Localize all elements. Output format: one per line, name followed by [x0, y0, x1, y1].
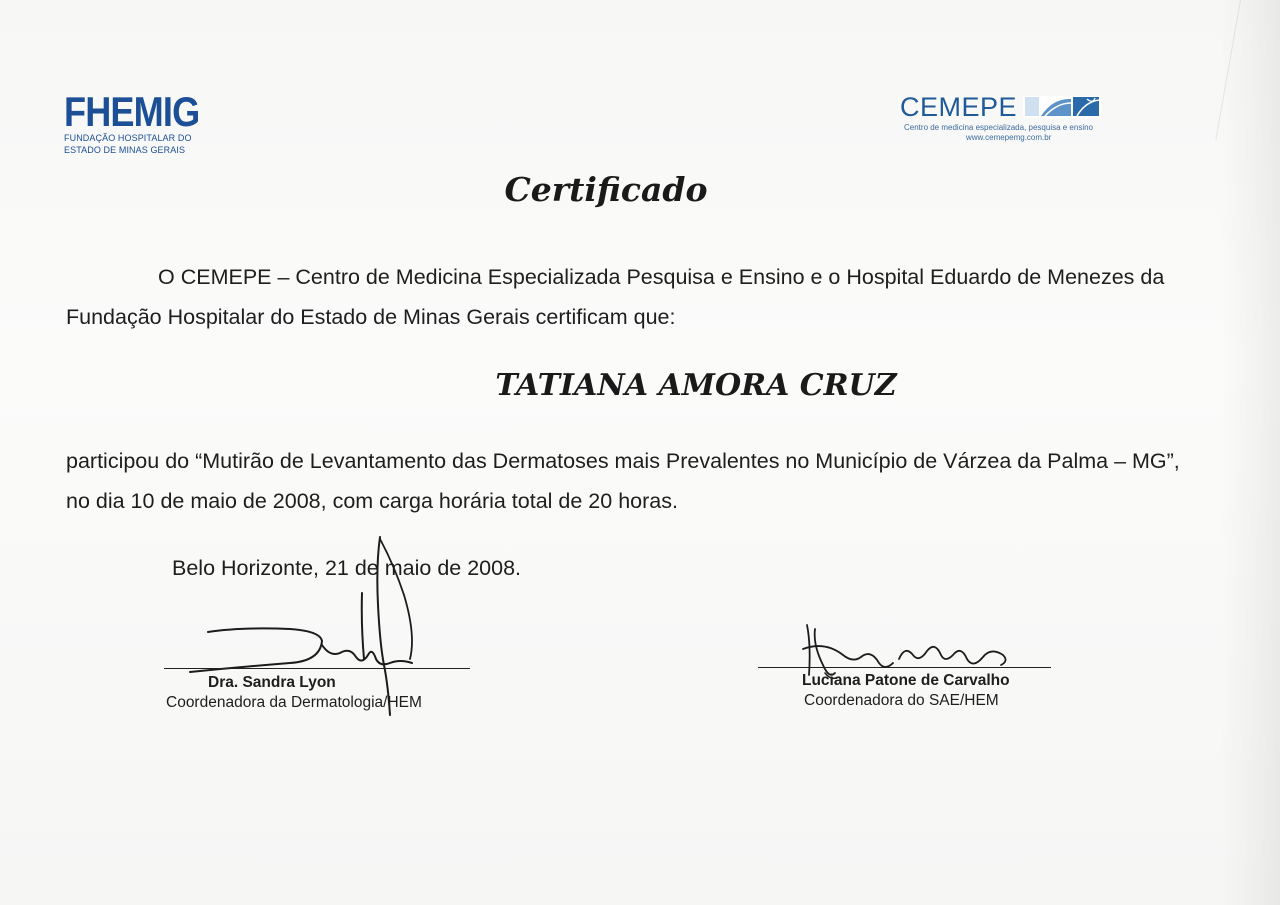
signature-line-left [164, 668, 470, 669]
fhemig-logo-subtitle-2: ESTADO DE MINAS GERAIS [64, 145, 186, 155]
certificate-body-paragraph: participou do “Mutirão de Levantamento das Dermatoses mais Prevalentes no Município de Várzea da Palma – MG”, no dia 10 de maio de 2008, com carga horária total de 20 horas. [66, 449, 1180, 513]
signatory-name-right: Luciana Patone de Carvalho [802, 672, 1010, 689]
certificate-intro-paragraph: O CEMEPE – Centro de Medicina Especializada Pesquisa e Ensino e o Hospital Eduardo de Menezes da Fundação Hospitalar do Estado de Minas Gerais certificam que: [66, 265, 1165, 329]
cemepe-logo-url: www.cemepemg.com.br [966, 133, 1052, 142]
fhemig-logo-subtitle-1: FUNDAÇÃO HOSPITALAR DO [64, 133, 192, 143]
fhemig-logo-word: FHEMIG [64, 88, 200, 135]
fhemig-logo [64, 88, 214, 155]
signatory-role-right: Coordenadora do SAE/HEM [804, 692, 999, 709]
signature-line-right [758, 667, 1051, 668]
certificate-title: Certificado [504, 170, 708, 209]
cemepe-logo-mark-icon [1023, 96, 1101, 118]
signatory-role-left: Coordenadora da Dermatologia/HEM [166, 694, 422, 711]
cemepe-logo [900, 93, 1140, 143]
cemepe-logo-word: CEMEPE [900, 92, 1018, 122]
recipient-name: TATIANA AMORA CRUZ [495, 368, 897, 403]
signatory-name-left: Dra. Sandra Lyon [208, 674, 336, 691]
cemepe-logo-tagline: Centro de medicina especializada, pesquisa e ensino [904, 123, 1094, 132]
place-and-date: Belo Horizonte, 21 de maio de 2008. [172, 556, 522, 580]
